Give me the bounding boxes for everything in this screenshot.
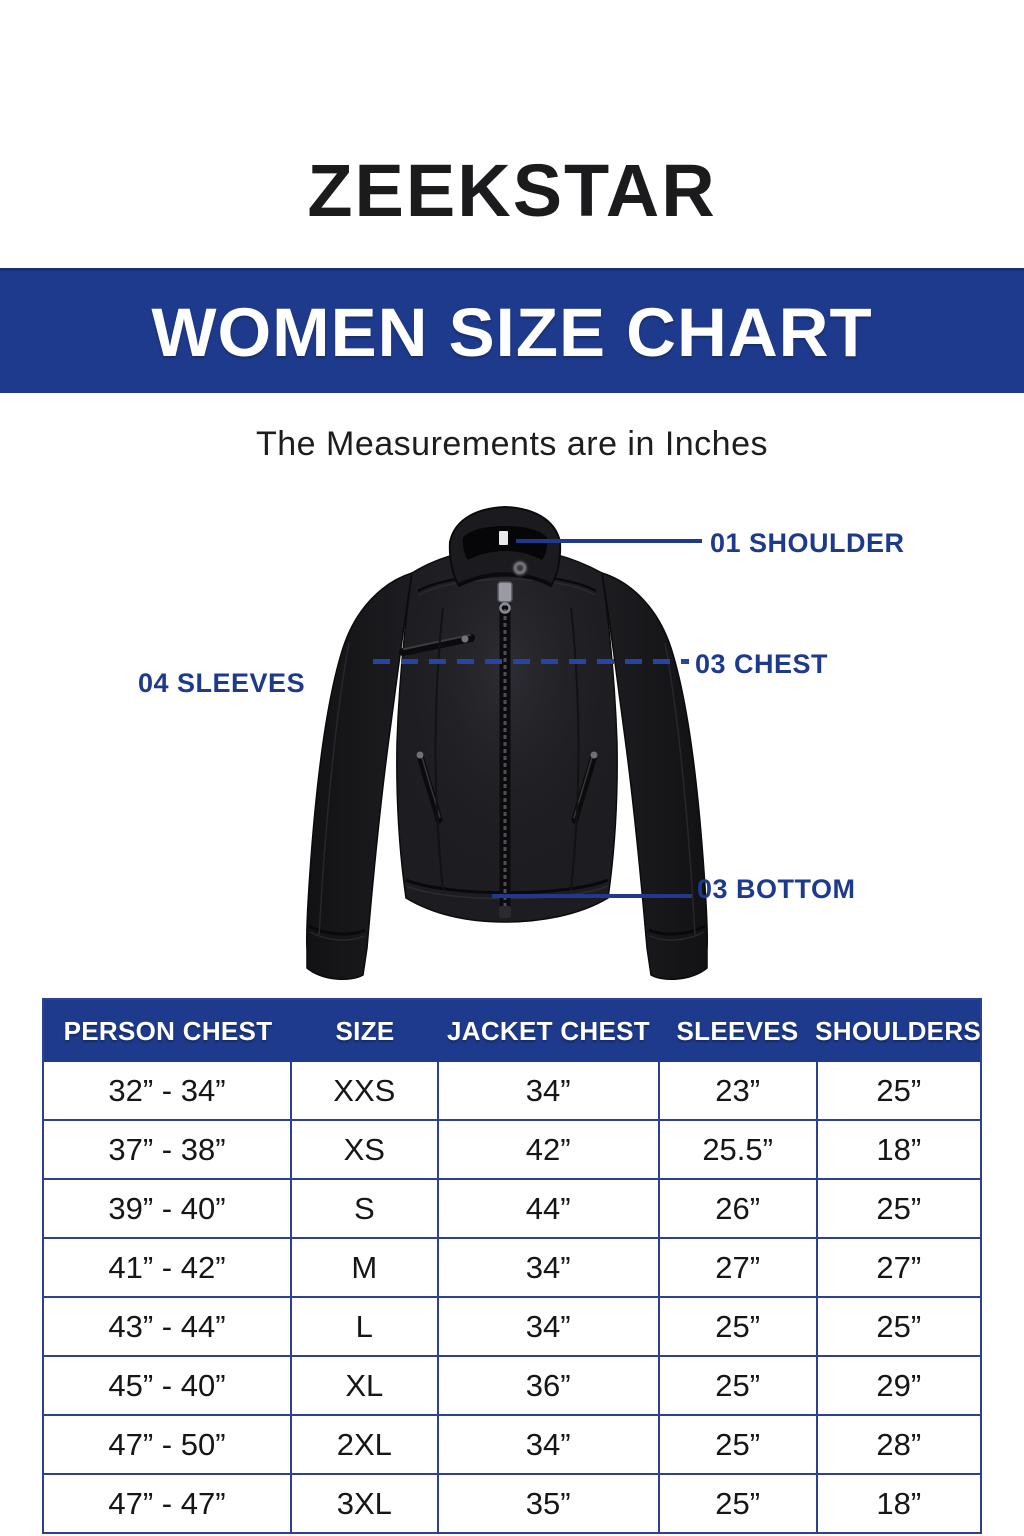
table-cell: 27” (816, 1239, 980, 1296)
table-cell: 42” (437, 1121, 658, 1178)
table-cell: 39” - 40” (108, 1190, 226, 1226)
table-cell: 32” - 34” (108, 1072, 226, 1108)
banner-title: WOMEN SIZE CHART (151, 293, 873, 371)
table-row (44, 1119, 980, 1178)
table-cell: 25” (658, 1298, 816, 1355)
table-cell: 25” (658, 1416, 816, 1473)
table-cell: 25.5” (658, 1121, 816, 1178)
title-banner (0, 268, 1024, 393)
jacket-image (293, 498, 721, 990)
table-cell: 23” (658, 1062, 816, 1119)
table-cell: 47” - 50” (108, 1426, 226, 1462)
table-cell: 25” (816, 1298, 980, 1355)
collar-tag (499, 531, 508, 545)
table-row (44, 1355, 980, 1414)
table-cell: XL (290, 1357, 437, 1414)
table-cell: XS (290, 1121, 437, 1178)
table-cell: 35” (437, 1475, 658, 1532)
table-cell: XXS (290, 1062, 437, 1119)
brand-title: ZEEKSTAR (307, 149, 717, 232)
table-cell: 25” (658, 1475, 816, 1532)
table-cell: 3XL (290, 1475, 437, 1532)
table-cell: 18” (816, 1475, 980, 1532)
table-cell: 45” - 40” (108, 1367, 226, 1403)
table-row (44, 1473, 980, 1532)
table-cell: 43” - 44” (108, 1308, 226, 1344)
table-cell: 34” (437, 1416, 658, 1473)
sleeves-label: 04 SLEEVES (138, 668, 306, 698)
column-header: PERSON CHEST (63, 1015, 273, 1046)
table-cell: 34” (437, 1062, 658, 1119)
column-header: SLEEVES (676, 1015, 799, 1046)
table-cell: 18” (816, 1121, 980, 1178)
column-header: SHOULDERS (815, 1015, 982, 1046)
shoulder-pointer-line (516, 539, 702, 543)
table-cell: 41” - 42” (108, 1249, 226, 1285)
table-row (44, 1414, 980, 1473)
bottom-label: 03 BOTTOM (697, 874, 856, 904)
table-cell: 28” (816, 1416, 980, 1473)
table-cell: 29” (816, 1357, 980, 1414)
size-table-header (44, 1000, 980, 1062)
table-cell: 47” - 47” (108, 1485, 226, 1521)
table-cell: S (290, 1180, 437, 1237)
table-cell: 25” (658, 1357, 816, 1414)
bottom-pointer-line (492, 894, 692, 898)
table-cell: 44” (437, 1180, 658, 1237)
table-cell: 37” - 38” (108, 1131, 226, 1167)
size-table-body (44, 1062, 980, 1532)
table-cell: 34” (437, 1239, 658, 1296)
column-header: JACKET CHEST (447, 1015, 650, 1046)
table-row (44, 1296, 980, 1355)
table-cell: 27” (658, 1239, 816, 1296)
size-table (42, 998, 982, 1534)
table-cell: 26” (658, 1180, 816, 1237)
measurement-note: The Measurements are in Inches (255, 425, 769, 463)
shoulder-label: 01 SHOULDER (710, 528, 905, 558)
table-row (44, 1237, 980, 1296)
column-header: SIZE (335, 1015, 395, 1046)
table-cell: 36” (437, 1357, 658, 1414)
table-row (44, 1178, 980, 1237)
table-cell: 25” (816, 1062, 980, 1119)
chest-label: 03 CHEST (695, 649, 829, 679)
chest-dashed-line (373, 659, 689, 664)
table-cell: L (290, 1298, 437, 1355)
table-cell: 34” (437, 1298, 658, 1355)
table-cell: 25” (816, 1180, 980, 1237)
table-cell: 2XL (290, 1416, 437, 1473)
table-row (44, 1062, 980, 1119)
table-cell: M (290, 1239, 437, 1296)
